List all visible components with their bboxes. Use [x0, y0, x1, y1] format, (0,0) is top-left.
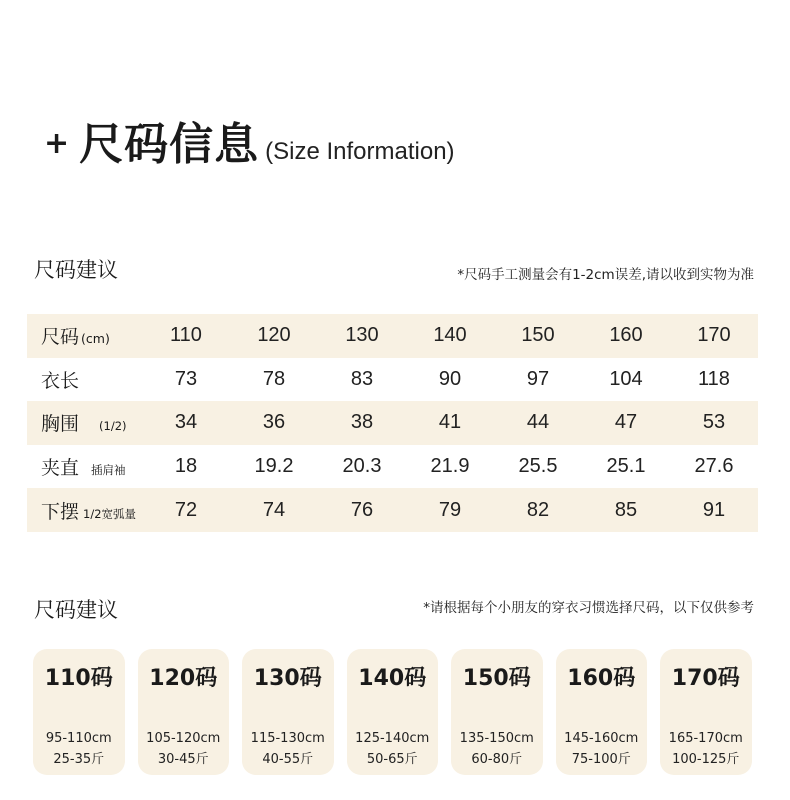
- card-weight: 75-100斤: [571, 752, 631, 767]
- card-size: 150码: [462, 666, 531, 691]
- table-row-size: [27, 314, 758, 358]
- card-weight: 25-35斤: [53, 752, 105, 767]
- card-height: 145-160cm: [564, 731, 639, 746]
- card-size: 110码: [44, 666, 113, 691]
- table-cell: 170: [697, 324, 731, 347]
- table-cell: 118: [698, 367, 730, 390]
- size-card: [451, 649, 543, 775]
- size-table-note: *尺码手工测量会有1-2cm误差,请以收到实物为准: [457, 267, 754, 283]
- size-card: [556, 649, 648, 775]
- size-card: [347, 649, 439, 775]
- card-weight: 100-125斤: [672, 752, 740, 767]
- table-cell: 34: [174, 411, 198, 434]
- table-row-length: [27, 358, 758, 402]
- card-size: 120码: [149, 666, 218, 691]
- page-header: [44, 108, 455, 170]
- row-label-sub: (cm): [81, 331, 110, 347]
- size-recommend-title: 尺码建议: [34, 598, 118, 622]
- table-cell: 47: [614, 411, 638, 434]
- card-weight: 50-65斤: [366, 752, 418, 767]
- table-cell: 44: [526, 411, 550, 434]
- table-cell: 97: [526, 367, 550, 390]
- card-height: 135-150cm: [459, 731, 534, 746]
- row-label-main: 夹直: [41, 457, 80, 480]
- size-card: [242, 649, 334, 775]
- row-label-sub: 插肩袖: [91, 463, 126, 478]
- row-label: [27, 409, 142, 436]
- table-cell: 74: [262, 498, 286, 521]
- table-cell: 90: [438, 367, 462, 390]
- card-weight: 40-55斤: [262, 752, 314, 767]
- table-cell: 104: [609, 367, 643, 390]
- table-cell: 140: [433, 324, 467, 347]
- table-cell: 150: [521, 324, 555, 347]
- table-cell: 130: [345, 324, 379, 347]
- card-size: 130码: [253, 666, 322, 691]
- table-row-chest: [27, 401, 758, 445]
- table-cell: 76: [350, 498, 374, 521]
- table-cell: 79: [438, 498, 462, 521]
- table-row-hem: [27, 488, 758, 532]
- table-cell: 27.6: [694, 455, 734, 478]
- card-height: 105-120cm: [146, 731, 221, 746]
- row-label-main: 尺码: [41, 326, 80, 349]
- table-cell: 160: [609, 324, 643, 347]
- row-label-sub: 1/2宽弧量: [83, 506, 137, 521]
- table-cell: 72: [174, 498, 198, 521]
- size-recommend-note: *请根据每个小朋友的穿衣习惯选择尺码，以下仅供参考: [423, 600, 754, 616]
- table-cell: 19.2: [254, 455, 294, 478]
- table-cell: 85: [614, 498, 638, 521]
- table-cell: 53: [702, 411, 726, 434]
- row-label-main: 下摆: [41, 500, 80, 523]
- page-title: 尺码信息: [79, 119, 260, 170]
- card-height: 95-110cm: [45, 731, 112, 746]
- table-cell: 78: [262, 367, 286, 390]
- table-row-armhole: [27, 445, 758, 489]
- table-cell: 21.9: [430, 455, 470, 478]
- size-table: [27, 314, 758, 532]
- row-label: [27, 453, 142, 480]
- card-height: 115-130cm: [250, 731, 325, 746]
- table-cell: 38: [350, 411, 374, 434]
- plus-icon: +: [44, 126, 70, 161]
- table-cell: 110: [170, 324, 202, 347]
- table-cell: 83: [350, 367, 374, 390]
- row-label-sub: (1/2): [99, 419, 127, 434]
- table-cell: 120: [257, 324, 291, 347]
- card-weight: 60-80斤: [471, 752, 523, 767]
- table-cell: 20.3: [342, 455, 382, 478]
- card-size: 170码: [671, 666, 740, 691]
- page-subtitle: (Size Information): [265, 138, 455, 165]
- size-table-title: 尺码建议: [34, 258, 118, 282]
- table-cell: 82: [526, 498, 550, 521]
- card-height: 165-170cm: [668, 731, 743, 746]
- table-cell: 25.1: [606, 455, 646, 478]
- row-label: [27, 366, 142, 393]
- table-cell: 91: [702, 498, 726, 521]
- table-cell: 73: [174, 367, 198, 390]
- table-cell: 25.5: [518, 455, 558, 478]
- card-size: 140码: [358, 666, 427, 691]
- size-card: [138, 649, 230, 775]
- row-label-main: 衣长: [41, 369, 80, 392]
- size-cards: [33, 649, 752, 775]
- table-cell: 41: [438, 411, 462, 434]
- card-size: 160码: [567, 666, 636, 691]
- size-card: [660, 649, 752, 775]
- table-cell: 18: [174, 455, 198, 478]
- row-label: [27, 322, 142, 349]
- card-height: 125-140cm: [355, 731, 430, 746]
- table-cell: 36: [262, 411, 286, 434]
- card-weight: 30-45斤: [157, 752, 209, 767]
- size-card: [33, 649, 125, 775]
- row-label: [27, 497, 142, 524]
- row-label-main: 胸围: [41, 413, 80, 436]
